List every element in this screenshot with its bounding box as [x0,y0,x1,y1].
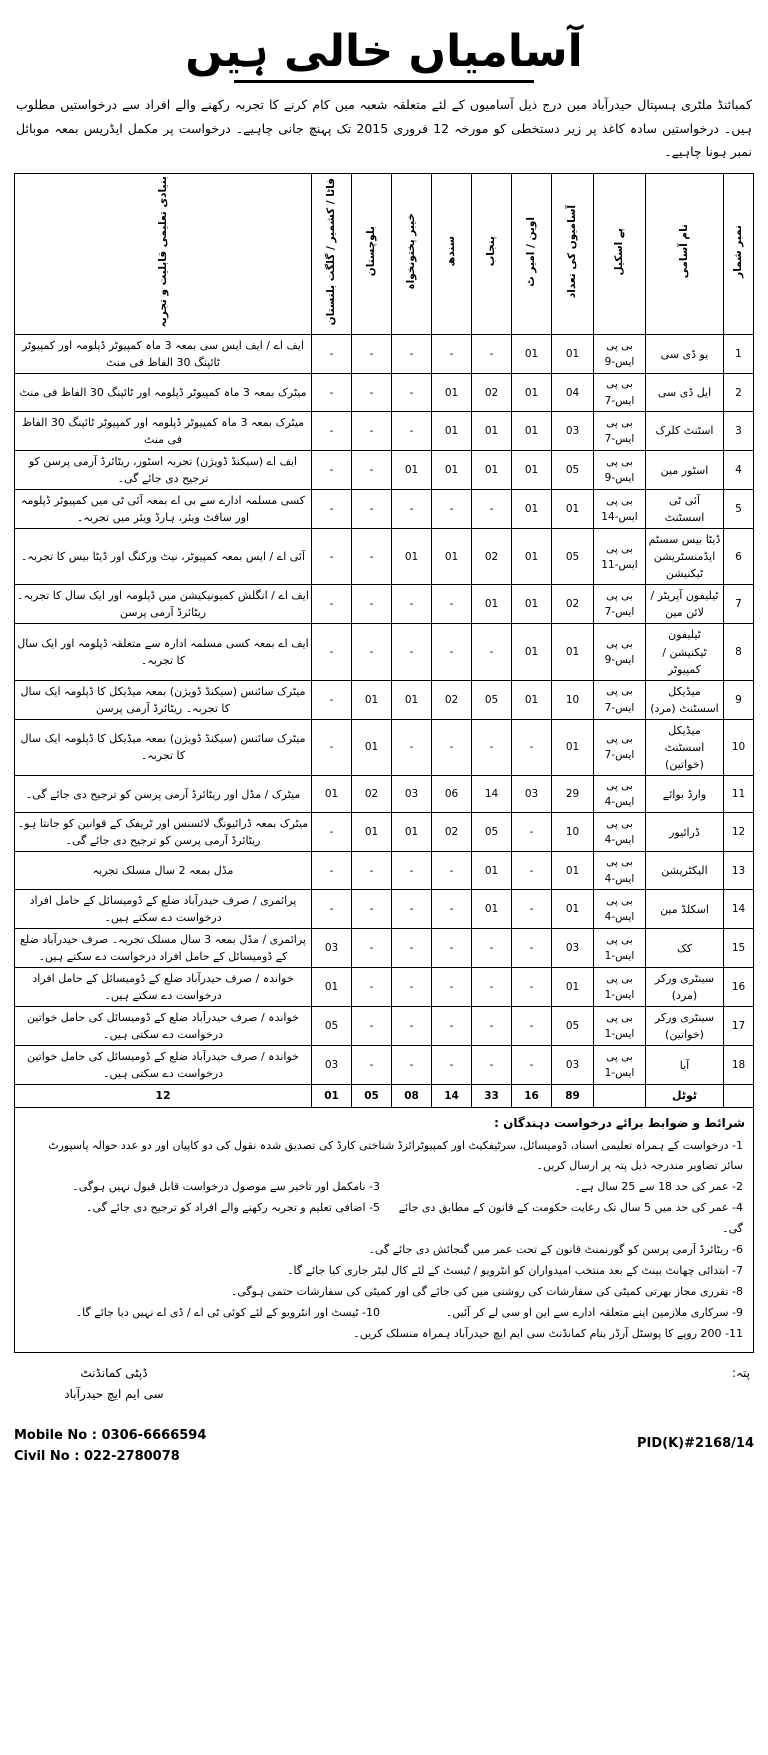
cell-region-fata: 01 [312,775,352,813]
cell-count: 01 [552,968,594,1007]
cell-region-sindh: - [432,890,472,929]
cell-qualification: میٹرک سائنس (سیکنڈ ڈویژن) بمعہ میڈیکل کا ڈپلومہ ایک سال کا تجربہ۔ [15,719,312,775]
table-row [15,929,754,968]
table-row [15,890,754,929]
cell-post: ٹیلیفون ٹیکنیشن / کمپیوٹر [646,624,724,680]
cell-region-kpk: - [392,719,432,775]
cell-region-punjab: - [472,1046,512,1085]
cell-count: 01 [552,335,594,374]
cell-region-punjab: 01 [472,890,512,929]
table-row [15,374,754,412]
signature-line-2: سی ایم ایچ حیدرآباد [64,1386,164,1401]
cell-scale: بی پی ایس-14 [594,490,646,529]
cell-sr: 6 [724,529,754,585]
cell-region-fata: 05 [312,1007,352,1046]
vacancies-table [14,173,754,1108]
cell-region-balochistan: - [352,490,392,529]
cell-scale: بی پی ایس-4 [594,890,646,929]
condition-item: 8- تقرری مجاز بھرتی کمیٹی کی سفارشات کی روشنی میں کی جائے گی اور کمیٹی کی سفارشات حتمی ہوگی۔ [230,1284,743,1298]
total-region-fata: 01 [312,1085,352,1107]
header-sr: نمبر شمار [724,173,754,335]
cell-sr: 16 [724,968,754,1007]
header-post: نام آسامی [646,173,724,335]
cell-post: الیکٹریشن [646,852,724,890]
cell-region-sindh: 01 [432,411,472,450]
cell-qualification: میٹرک / مڈل اور ریٹائرڈ آرمی پرسن کو ترجیح دی جائے گی۔ [15,775,312,813]
cell-region-balochistan: - [352,852,392,890]
cell-region-ict: - [512,1046,552,1085]
table-row [15,775,754,813]
footer-section [14,1363,754,1464]
title-underline [234,80,534,83]
table-row [15,624,754,680]
cell-region-sindh: 02 [432,813,472,852]
cell-region-ict: 01 [512,624,552,680]
header-scale: پے اسکیل [594,173,646,335]
cell-region-fata: - [312,719,352,775]
pid-code: PID(K)#2168/14 [636,1436,754,1452]
cell-scale: بی پی ایس-1 [594,968,646,1007]
condition-item: 3- نامکمل اور تاخیر سے موصول درخواست قابل قبول نہیں ہوگی۔ [72,1180,380,1194]
cell-region-punjab: 02 [472,529,512,585]
table-row [15,1007,754,1046]
cell-qualification: میٹرک سائنس (سیکنڈ ڈویژن) بمعہ میڈیکل کا ڈپلومہ ایک سال کا تجربہ۔ ریٹائرڈ آرمی پرسن [15,680,312,719]
cell-region-balochistan: - [352,1046,392,1085]
cell-region-sindh: 06 [432,775,472,813]
total-region-sindh: 14 [432,1085,472,1107]
total-region-balochistan: 05 [352,1085,392,1107]
cell-region-fata: - [312,411,352,450]
cell-region-fata: - [312,624,352,680]
cell-post: کک [646,929,724,968]
cell-qualification: کسی مسلمہ ادارے سے بی اے بمعہ آئی ٹی میں کمپیوٹر ڈپلومہ اور سافٹ ویئر، ہارڈ ویئر میں تجربہ۔ [15,490,312,529]
cell-sr: 11 [724,775,754,813]
cell-post: یو ڈی سی [646,335,724,374]
cell-region-balochistan: - [352,968,392,1007]
total-scale-blank [594,1085,646,1107]
cell-region-sindh: - [432,1046,472,1085]
cell-post: ایل ڈی سی [646,374,724,412]
cell-region-fata: - [312,529,352,585]
cell-qualification: ایف اے (سیکنڈ ڈویژن) تجربہ اسٹور، ریٹائرڈ آرمی پرسن کو ترجیح دی جائے گی۔ [15,451,312,490]
table-row [15,680,754,719]
cell-region-balochistan: - [352,929,392,968]
table-row [15,411,754,450]
total-region-kpk: 08 [392,1085,432,1107]
total-label: ٹوٹل [646,1085,724,1107]
cell-sr: 8 [724,624,754,680]
total-region-ict: 16 [512,1085,552,1107]
cell-count: 10 [552,680,594,719]
cell-region-kpk: - [392,852,432,890]
table-row [15,335,754,374]
cell-region-fata: - [312,490,352,529]
cell-region-balochistan: - [352,411,392,450]
condition-item: 4- عمر کی حد میں 5 سال تک رعایت حکومت کے قانون کے مطابق دی جائے گی۔ [398,1201,743,1236]
cell-region-ict: 01 [512,585,552,624]
cell-region-sindh: - [432,335,472,374]
cell-sr: 9 [724,680,754,719]
cell-count: 03 [552,1046,594,1085]
conditions-heading: شرائط و ضوابط برائے درخواست دہندگان : [494,1115,745,1130]
cell-region-sindh: 02 [432,680,472,719]
cell-region-balochistan: 01 [352,680,392,719]
cell-region-kpk: 01 [392,451,432,490]
cell-qualification: خواندہ / صرف حیدرآباد ضلع کے ڈومیسائل کے حامل افراد درخواست دے سکتے ہیں۔ [15,968,312,1007]
cell-region-fata: 01 [312,968,352,1007]
cell-post: سینٹری ورکر (مرد) [646,968,724,1007]
cell-count: 01 [552,719,594,775]
cell-count: 05 [552,451,594,490]
cell-region-fata: - [312,680,352,719]
cell-region-punjab: - [472,490,512,529]
cell-scale: بی پی ایس-1 [594,1007,646,1046]
cell-post: سینٹری ورکر (خواتین) [646,1007,724,1046]
cell-region-ict: - [512,968,552,1007]
cell-scale: بی پی ایس-7 [594,411,646,450]
cell-region-ict: 01 [512,411,552,450]
cell-qualification: آئی اے / ایس بمعہ کمپیوٹر، نیٹ ورکنگ اور ڈیٹا بیس کا تجربہ۔ [15,529,312,585]
cell-region-sindh: - [432,719,472,775]
cell-region-kpk: - [392,374,432,412]
cell-sr: 3 [724,411,754,450]
cell-sr: 5 [724,490,754,529]
cell-scale: بی پی ایس-4 [594,852,646,890]
cell-region-fata: - [312,451,352,490]
cell-count: 10 [552,813,594,852]
cell-region-ict: - [512,1007,552,1046]
cell-region-balochistan: 01 [352,719,392,775]
header-region-punjab: پنجاب [472,173,512,335]
cell-count: 03 [552,929,594,968]
cell-region-kpk: - [392,490,432,529]
cell-scale: بی پی ایس-9 [594,335,646,374]
intro-paragraph: کمبائنڈ ملٹری ہسپتال حیدرآباد میں درج ذیل آسامیوں کے لئے متعلقہ شعبہ میں کام کرنے کا تجربہ رکھنے والے افراد سے درخواستیں مطلوب ہیں۔ درخواستیں سادہ کاغذ پر زیر دستخطی کو مورخہ 12 فروری 2015 تک پہنچ جانی چاہیے۔ درخواست پر مکمل ایڈریس بمعہ موبائل نمبر ہونا چاہیے۔ [16,97,752,159]
cell-count: 03 [552,411,594,450]
cell-qualification: ایف اے / ایف ایس سی بمعہ 3 ماہ کمپیوٹر ڈپلومہ اور کمپیوٹر ٹائپنگ 30 الفاظ فی منٹ [15,335,312,374]
cell-scale: بی پی ایس-1 [594,1046,646,1085]
cell-post: آیا [646,1046,724,1085]
cell-region-ict: - [512,890,552,929]
cell-qualification: مڈل بمعہ 2 سال مسلک تجربہ [15,852,312,890]
condition-item: 1- درخواست کے ہمراہ تعلیمی اسناد، ڈومیسائل، سرٹیفکیٹ اور کمپیوٹرائزڈ شناختی کارڈ کی تصدیق شدہ نقول کی دو کاپیاں اور دو عدد حوالہ پاسپورٹ سائز تصاویر مندرجہ ذیل پتہ پر ارسال کریں۔ [48,1138,743,1173]
cell-region-sindh: - [432,585,472,624]
cell-region-balochistan: - [352,585,392,624]
condition-item: 5- اضافی تعلیم و تجربہ رکھنے والے افراد کو ترجیح دی جائے گی۔ [86,1201,380,1215]
table-row [15,813,754,852]
cell-scale: بی پی ایس-7 [594,719,646,775]
total-grand: 12 [15,1085,312,1107]
cell-region-kpk: - [392,585,432,624]
cell-region-ict: - [512,852,552,890]
cell-region-sindh: 01 [432,529,472,585]
cell-count: 05 [552,1007,594,1046]
cell-region-sindh: - [432,1007,472,1046]
cell-region-sindh: - [432,852,472,890]
cell-region-fata: - [312,335,352,374]
cell-region-kpk: - [392,968,432,1007]
cell-scale: بی پی ایس-9 [594,451,646,490]
condition-item: 2- عمر کی حد 18 سے 25 سال ہے۔ [574,1180,743,1194]
cell-sr: 18 [724,1046,754,1085]
cell-qualification: خواندہ / صرف حیدرآباد ضلع کے ڈومیسائل کی حامل خواتین درخواست دے سکتی ہیں۔ [15,1007,312,1046]
cell-qualification: میٹرک بمعہ 3 ماہ کمپیوٹر ڈپلومہ اور کمپیوٹر ٹائپنگ 30 الفاظ فی منٹ [15,411,312,450]
cell-sr: 12 [724,813,754,852]
cell-qualification: پرائمری / مڈل بمعہ 3 سال مسلک تجربہ۔ صرف حیدرآباد ضلع کے ڈومیسائل کے حامل افراد درخواست دے سکتے ہیں۔ [15,929,312,968]
cell-region-kpk: - [392,929,432,968]
cell-region-ict: 01 [512,335,552,374]
signature-line-1: ڈپٹی کمانڈنٹ [80,1366,148,1381]
cell-scale: بی پی ایس-7 [594,680,646,719]
header-region-fata-kashmir: فاٹا / کشمیر / گلگت بلتستان [312,173,352,335]
cell-qualification: ایف اے / انگلش کمیونیکیشن میں ڈپلومہ اور ایک سال کا تجربہ۔ ریٹائرڈ آرمی پرسن [15,585,312,624]
cell-sr: 14 [724,890,754,929]
cell-region-punjab: 01 [472,451,512,490]
cell-region-kpk: 01 [392,813,432,852]
cell-sr: 13 [724,852,754,890]
cell-sr: 15 [724,929,754,968]
cell-region-fata: 03 [312,1046,352,1085]
cell-region-kpk: - [392,1046,432,1085]
cell-region-ict: 01 [512,490,552,529]
cell-sr: 17 [724,1007,754,1046]
cell-post: ڈیٹا بیس سسٹم ایڈمنسٹریشن ٹیکنیشن [646,529,724,585]
cell-region-kpk: - [392,335,432,374]
cell-region-punjab: - [472,335,512,374]
condition-item: 10- ٹیسٹ اور انٹرویو کے لئے کوئی ٹی اے / ڈی اے نہیں دیا جائے گا۔ [75,1305,380,1319]
cell-region-punjab: 14 [472,775,512,813]
table-row [15,451,754,490]
cell-region-fata: - [312,813,352,852]
total-sr-blank [724,1085,754,1107]
cell-region-ict: 01 [512,680,552,719]
cell-region-balochistan: 02 [352,775,392,813]
cell-count: 29 [552,775,594,813]
cell-region-punjab: - [472,1007,512,1046]
condition-item: 7- ابتدائی چھانٹ بینٹ کے بعد منتخب امیدواران کو انٹرویو / ٹیسٹ کے لئے کال لیٹر جاری کیا جائے گا۔ [287,1263,743,1277]
cell-post: ٹیلیفون آپریٹر / لائن مین [646,585,724,624]
header-region-sindh: سندھ [432,173,472,335]
cell-sr: 1 [724,335,754,374]
table-row [15,968,754,1007]
cell-qualification: ایف اے بمعہ کسی مسلمہ ادارہ سے متعلقہ ڈپلومہ اور ایک سال کا تجربہ۔ [15,624,312,680]
mobile-number: Mobile No : 0306-6666594 [14,1427,207,1443]
cell-region-fata: - [312,890,352,929]
cell-count: 01 [552,890,594,929]
cell-scale: بی پی ایس-11 [594,529,646,585]
cell-region-sindh: - [432,929,472,968]
cell-sr: 7 [724,585,754,624]
table-row [15,529,754,585]
header-qualification: بنیادی تعلیمی قابلیت و تجربہ [15,173,312,335]
condition-item: 6- ریٹائرڈ آرمی پرسن کو گورنمنٹ قانون کے تحت عمر میں گنجائش دی جائے گی۔ [368,1242,743,1256]
cell-region-kpk: 01 [392,529,432,585]
cell-region-punjab: 01 [472,585,512,624]
cell-sr: 10 [724,719,754,775]
cell-scale: بی پی ایس-7 [594,585,646,624]
cell-region-sindh: 01 [432,451,472,490]
cell-scale: بی پی ایس-1 [594,929,646,968]
cell-region-balochistan: - [352,624,392,680]
cell-scale: بی پی ایس-4 [594,813,646,852]
header-region-balochistan: بلوچستان [352,173,392,335]
cell-region-balochistan: - [352,451,392,490]
address-label: پتہ: [731,1366,750,1381]
cell-count: 01 [552,852,594,890]
conditions-section [14,1108,754,1354]
page-title: آسامیاں خالی ہیں [185,26,583,77]
cell-post: اسکلڈ مین [646,890,724,929]
cell-region-kpk: 03 [392,775,432,813]
cell-region-fata: - [312,852,352,890]
cell-sr: 2 [724,374,754,412]
cell-region-kpk: - [392,890,432,929]
cell-region-balochistan: - [352,1007,392,1046]
total-region-punjab: 33 [472,1085,512,1107]
table-total-row [15,1085,754,1107]
cell-region-ict: 01 [512,451,552,490]
cell-post: میڈیکل اسسٹنٹ (خواتین) [646,719,724,775]
cell-region-punjab: 05 [472,680,512,719]
cell-region-ict: - [512,719,552,775]
cell-region-punjab: - [472,719,512,775]
condition-item: 9- سرکاری ملازمین اپنے متعلقہ ادارے سے این او سی لے کر آئیں۔ [445,1305,743,1319]
cell-count: 04 [552,374,594,412]
table-row [15,585,754,624]
table-header-row [15,173,754,335]
cell-region-balochistan: - [352,335,392,374]
cell-region-ict: - [512,929,552,968]
cell-scale: بی پی ایس-9 [594,624,646,680]
table-row [15,1046,754,1085]
cell-region-balochistan: 01 [352,813,392,852]
table-row [15,852,754,890]
cell-region-balochistan: - [352,374,392,412]
cell-region-fata: - [312,374,352,412]
cell-post: اسٹنٹ کلرک [646,411,724,450]
cell-scale: بی پی ایس-4 [594,775,646,813]
cell-region-sindh: - [432,968,472,1007]
cell-region-ict: 03 [512,775,552,813]
cell-region-kpk: - [392,1007,432,1046]
cell-region-kpk: - [392,411,432,450]
condition-item: 11- 200 روپے کا پوسٹل آرڈر بنام کمانڈنٹ سی ایم ایچ حیدرآباد ہمراہ منسلک کریں۔ [353,1326,743,1340]
cell-region-ict: 01 [512,374,552,412]
cell-region-punjab: 05 [472,813,512,852]
cell-region-kpk: 01 [392,680,432,719]
cell-region-balochistan: - [352,529,392,585]
cell-region-balochistan: - [352,890,392,929]
header-count: آسامیوں کی تعداد [552,173,594,335]
cell-qualification: میٹرک بمعہ 3 ماہ کمپیوٹر ڈپلومہ اور ٹائپنگ 30 الفاظ فی منٹ [15,374,312,412]
cell-region-sindh: - [432,490,472,529]
cell-region-punjab: - [472,929,512,968]
cell-region-punjab: - [472,968,512,1007]
cell-region-punjab: 02 [472,374,512,412]
header-region-kpk: خیبر پختونخواہ [392,173,432,335]
cell-count: 02 [552,585,594,624]
cell-region-punjab: 01 [472,852,512,890]
cell-region-fata: 03 [312,929,352,968]
cell-region-fata: - [312,585,352,624]
cell-region-punjab: 01 [472,411,512,450]
cell-post: وارڈ بوائے [646,775,724,813]
cell-region-ict: - [512,813,552,852]
cell-region-punjab: - [472,624,512,680]
table-row [15,490,754,529]
cell-count: 05 [552,529,594,585]
cell-qualification: خواندہ / صرف حیدرآباد ضلع کے ڈومیسائل کی حامل خواتین درخواست دے سکتی ہیں۔ [15,1046,312,1085]
cell-count: 01 [552,490,594,529]
cell-sr: 4 [724,451,754,490]
cell-post: میڈیکل اسسٹنٹ (مرد) [646,680,724,719]
signature-block [14,1363,214,1404]
table-row [15,719,754,775]
cell-qualification: میٹرک بمعہ ڈرائیونگ لائسنس اور ٹریفک کے قوانین کو جانتا ہو۔ ریٹائرڈ آرمی پرسن کو ترجیح دی جائے گی۔ [15,813,312,852]
cell-region-sindh: - [432,624,472,680]
cell-region-sindh: 01 [432,374,472,412]
cell-region-kpk: - [392,624,432,680]
cell-qualification: پرائمری / صرف حیدرآباد ضلع کے ڈومیسائل کے حامل افراد درخواست دے سکتے ہیں۔ [15,890,312,929]
cell-scale: بی پی ایس-7 [594,374,646,412]
cell-region-ict: 01 [512,529,552,585]
cell-count: 01 [552,624,594,680]
cell-post: آئی ٹی اسسٹنٹ [646,490,724,529]
cell-post: اسٹور مین [646,451,724,490]
conditions-list [21,1136,747,1345]
civil-number: Civil No : 022-2780078 [14,1448,180,1464]
header-region-ict: اوین / امیر ٹ [512,173,552,335]
total-count: 89 [552,1085,594,1107]
cell-post: ڈرائیور [646,813,724,852]
